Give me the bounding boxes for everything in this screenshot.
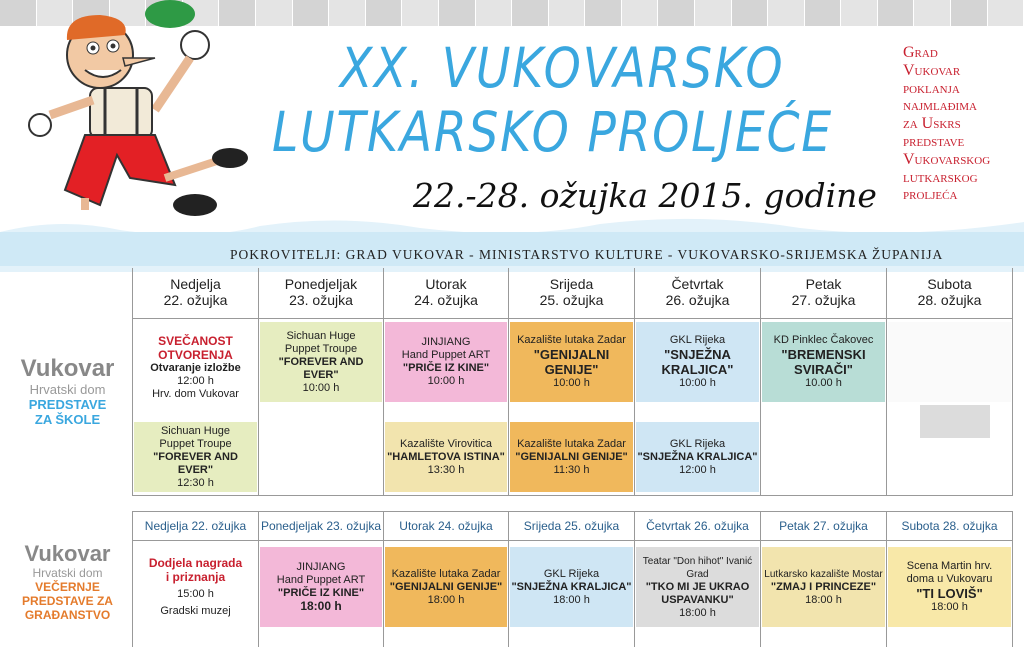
side-line: najmlađima (903, 97, 977, 115)
section-title: VEČERNJE (35, 580, 100, 594)
event-wed-show2[interactable]: Kazalište lutaka Zadar "GENIJALNI GENIJE" 11:30 h (510, 422, 633, 492)
day-header-sunday: Nedjelja 22. ožujka (163, 276, 228, 308)
event-eve-wed[interactable]: GKL Rijeka "SNJEŽNA KRALJICA" 18:00 h (510, 547, 633, 627)
evening-day-sunday: Nedjelja 22. ožujka (144, 519, 247, 533)
event-opening[interactable]: SVEČANOST OTVORENJA Otvaranje izložbe 12:00 h Hrv. dom Vukovar (150, 333, 241, 400)
festival-dates: 22.-28. ožujka 2015. godine (413, 176, 877, 215)
section-title: PREDSTAVE ZA (22, 594, 113, 608)
side-line: Vukovarskog (903, 150, 991, 168)
side-line: za Uskrs (903, 115, 961, 133)
evening-section-label (10, 542, 125, 622)
event-wed-show1[interactable]: Kazalište lutaka Zadar "GENIJALNI GENIJE" 10:00 h (510, 322, 633, 402)
event-sat-empty (888, 322, 1011, 402)
day-header-monday: Ponedjeljak 23. ožujka (284, 276, 358, 308)
grid-line (1012, 268, 1013, 496)
festival-title-line1: XX. VUKOVARSKO (340, 36, 785, 100)
event-awards[interactable]: Dodjela nagrada i priznanja 15:00 h Gradski muzej (148, 556, 243, 617)
festival-title-line2: LUTKARSKO PROLJEĆE (272, 100, 833, 164)
section-title: PREDSTAVE (28, 397, 107, 412)
grid-line (132, 540, 1012, 541)
empty-slot-block (920, 405, 990, 438)
event-eve-fri[interactable]: Lutkarsko kazalište Mostar "ZMAJ I PRINCEZE" 18:00 h (762, 547, 885, 627)
day-header-wednesday: Srijeda 25. ožujka (539, 276, 604, 308)
evening-day-thursday: Četvrtak 26. ožujka (646, 519, 749, 533)
event-fri-show[interactable]: KD Pinklec Čakovec "BREMENSKI SVIRAČI" 10.00 h (762, 322, 885, 402)
event-mon-show[interactable]: Sichuan Huge Puppet Troupe "FOREVER AND EVER" 10:00 h (260, 322, 382, 402)
side-line: Grad (903, 44, 938, 61)
grid-line (132, 511, 1012, 512)
side-line: proljeća (903, 186, 958, 204)
grid-line (1012, 511, 1013, 647)
evening-day-monday: Ponedjeljak 23. ožujka (260, 519, 382, 533)
event-thu-show1[interactable]: GKL Rijeka "SNJEŽNA KRALJICA" 10:00 h (636, 322, 759, 402)
schools-section-label (10, 356, 125, 427)
event-eve-mon[interactable]: JINJIANG Hand Puppet ART "PRIČE IZ KINE" 18:00 h (260, 547, 382, 627)
event-tue-show1[interactable]: JINJIANG Hand Puppet ART "PRIČE IZ KINE" 10:00 h (385, 322, 507, 402)
side-line: Vukovar (903, 61, 961, 79)
puppet-mascot-icon (5, 0, 270, 225)
day-header-tuesday: Utorak 24. ožujka (414, 276, 478, 308)
sponsors-text: POKROVITELJI: GRAD VUKOVAR - MINISTARSTVO KULTURE - VUKOVARSKO-SRIJEMSKA ŽUPANIJA (230, 247, 944, 262)
side-announcement (903, 44, 1023, 204)
evening-day-wednesday: Srijeda 25. ožujka (523, 519, 620, 533)
grid-line (132, 318, 1012, 319)
side-line: predstave (903, 132, 965, 150)
event-eve-tue[interactable]: Kazalište lutaka Zadar "GENIJALNI GENIJE" 18:00 h (385, 547, 507, 627)
city-name: Vukovar (24, 541, 111, 566)
side-line: poklanja (903, 79, 960, 97)
venue-name: Hrvatski dom (29, 382, 106, 397)
event-thu-show2[interactable]: GKL Rijeka "SNJEŽNA KRALJICA" 12:00 h (636, 422, 759, 492)
evening-day-tuesday: Utorak 24. ožujka (399, 519, 493, 533)
event-eve-sat[interactable]: Scena Martin hrv. doma u Vukovaru "TI LOVIŠ" 18:00 h (888, 547, 1011, 627)
section-title: GRAĐANSTVO (24, 608, 111, 622)
grid-line (132, 495, 1012, 496)
event-tue-show2[interactable]: Kazalište Virovitica "HAMLETOVA ISTINA" 13:30 h (385, 422, 507, 492)
city-name: Vukovar (20, 355, 115, 382)
evening-day-friday: Petak 27. ožujka (779, 519, 868, 533)
event-eve-thu[interactable]: Teatar "Don hihot" Ivanić Grad "TKO MI JE UKRAO USPAVANKU" 18:00 h (636, 547, 759, 627)
section-title: ZA ŠKOLE (34, 412, 101, 427)
event-sun-show[interactable]: Sichuan Huge Puppet Troupe "FOREVER AND EVER" 12:30 h (134, 422, 257, 492)
side-line: lutkarskog (903, 168, 978, 186)
day-header-friday: Petak 27. ožujka (791, 276, 856, 308)
evening-day-saturday: Subota 28. ožujka (901, 519, 998, 533)
venue-name: Hrvatski dom (32, 566, 103, 580)
day-header-thursday: Četvrtak 26. ožujka (665, 276, 730, 308)
day-header-saturday: Subota 28. ožujka (917, 276, 982, 308)
